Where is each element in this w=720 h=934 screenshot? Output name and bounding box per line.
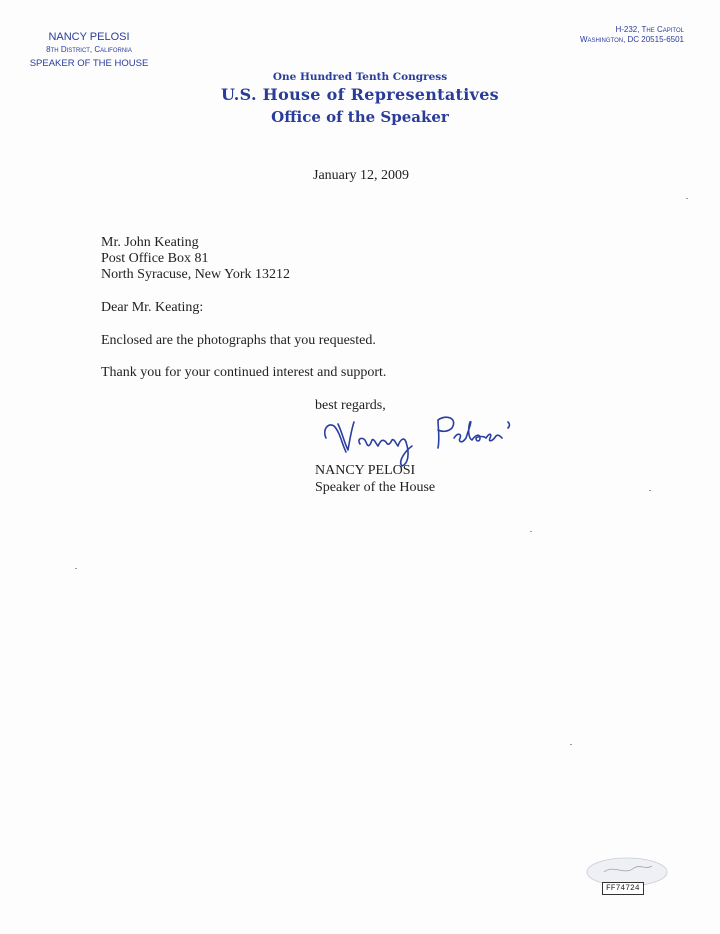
address-line-1: H-232, The Capitol [615,25,684,34]
salutation: Dear Mr. Keating: [101,300,204,315]
body-paragraph: Thank you for your continued interest and support. [101,365,387,380]
house-line: U.S. House of Representatives [221,85,499,104]
sender-district: 8th District, California [46,45,132,54]
handwritten-signature [320,408,540,470]
letterhead-heading [200,70,520,128]
recipient-line: Mr. John Keating [101,235,199,250]
recipient-line: Post Office Box 81 [101,251,209,266]
recipient-address [101,235,290,283]
paper-speck [530,531,532,532]
address-line-2: Washington, DC 20515-6501 [579,35,684,44]
sender-name: NANCY PELOSI [48,31,130,43]
body-paragraph: Enclosed are the photographs that you requested. [101,333,376,348]
sender-block [26,30,152,71]
signer-title: Speaker of the House [315,480,436,495]
signer-name: NANCY PELOSI [315,463,416,478]
paper-speck [75,568,77,569]
office-line: Office of the Speaker [271,108,449,126]
paper-speck [570,744,572,745]
sender-title: SPEAKER OF THE HOUSE [29,58,149,69]
congress-line: One Hundred Tenth Congress [272,71,448,83]
closing: best regards, [315,398,386,413]
office-address [580,25,684,45]
paper-speck [649,490,651,491]
paper-speck [686,198,688,199]
letter-date: January 12, 2009 [313,168,410,183]
recipient-line: North Syracuse, New York 13212 [101,267,290,282]
certificate-number-sticker: FF74724 [602,882,644,895]
